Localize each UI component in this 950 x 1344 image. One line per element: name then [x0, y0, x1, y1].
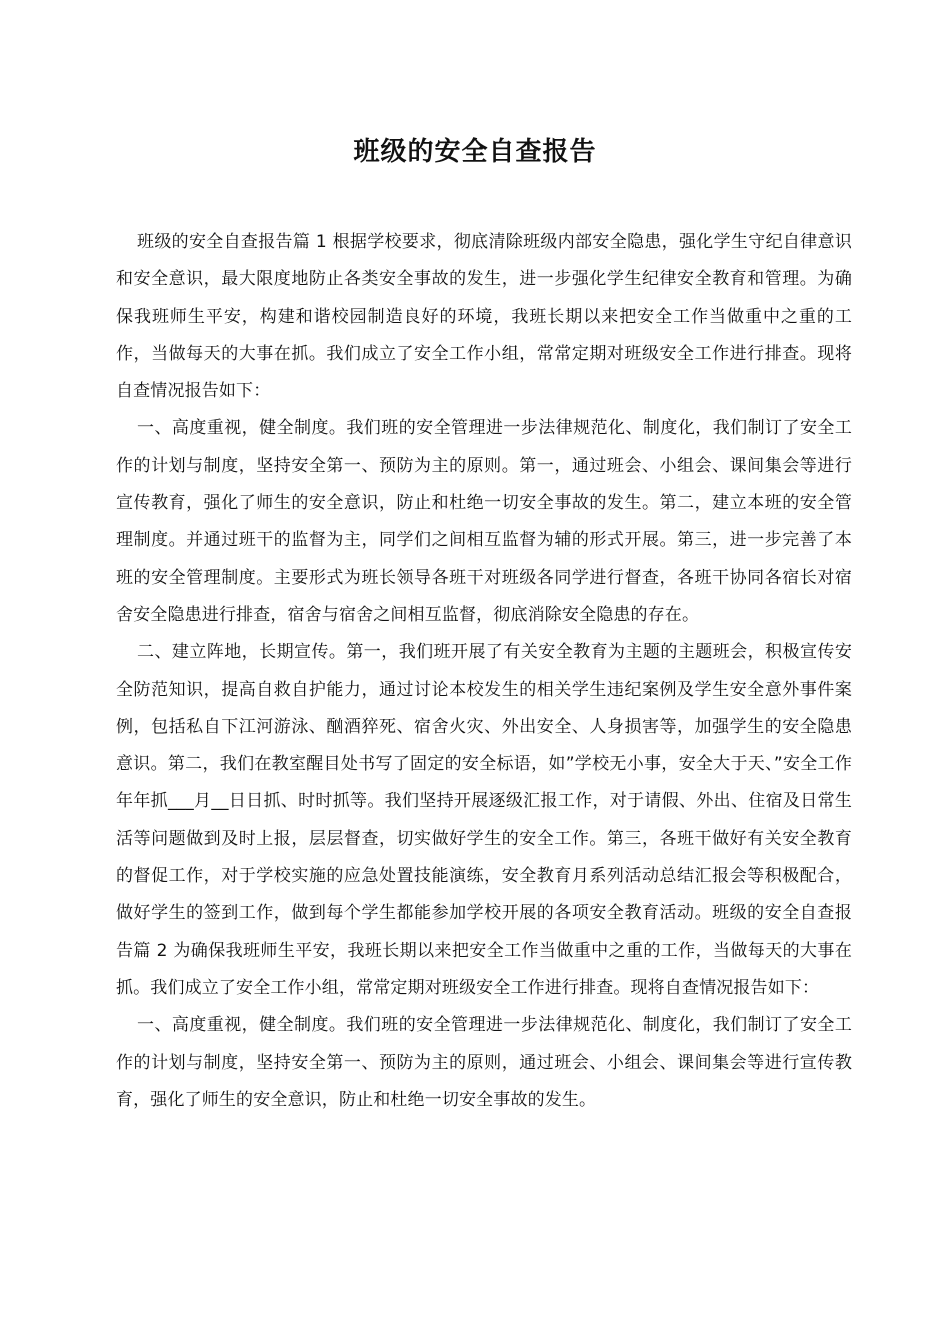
paragraph-section-1: 一、高度重视，健全制度。我们班的安全管理进一步法律规范化、制度化，我们制订了安全工作的计划与制度，坚持安全第一、预防为主的原则。第一，通过班会、小组会、课间集会等进行宣传教育，强化了师生的安全意识，防止和杜绝一切安全事故的发生。第二，建立本班的安全管理制度。并通过班干的监督为主，同学们之间相互监督为辅的形式开展。第三，进一步完善了本班的安全管理制度。主要形式为班长领导各班干对班级各同学进行督查，各班干协同各宿长对宿舍安全隐患进行排查，宿舍与宿舍之间相互监督，彻底消除安全隐患的存在。: [116, 418, 852, 625]
paragraph-section-1-repeat: 一、高度重视，健全制度。我们班的安全管理进一步法律规范化、制度化，我们制订了安全工作的计划与制度，坚持安全第一、预防为主的原则，通过班会、小组会、课间集会等进行宣传教育，强化了师生的安全意识，防止和杜绝一切安全事故的发生。: [116, 1015, 852, 1110]
paragraph-section-2: 二、建立阵地，长期宣传。第一，我们班开展了有关安全教育为主题的主题班会，积极宣传安全防范知识，提高自救自护能力，通过讨论本校发生的相关学生违纪案例及学生安全意外事件案例，包括私自下江河游泳、酗酒猝死、宿舍火灾、外出安全、人身损害等，加强学生的安全隐患意识。第二，我们在教室醒目处书写了固定的安全标语，如”学校无小事，安全大于天、”安全工作年年抓___月__日日抓、时时抓等。我们坚持开展逐级汇报工作，对于请假、外出、住宿及日常生活等问题做到及时上报，层层督查，切实做好学生的安全工作。第三，各班干做好有关安全教育的督促工作，对于学校实施的应急处置技能演练，安全教育月系列活动总结汇报会等积极配合，做好学生的签到工作，做到每个学生都能参加学校开展的各项安全教育活动。班级的安全自查报告篇 2 为确保我班师生平安，我班长期以来把安全工作当做重中之重的工作，当做每天的大事在抓。我们成立了安全工作小组，常常定期对班级安全工作进行排查。现将自查情况报告如下：: [116, 642, 852, 998]
document-body: [116, 224, 852, 1119]
document-title: 班级的安全自查报告: [353, 137, 597, 167]
paragraph-intro: 班级的安全自查报告篇 1 根据学校要求，彻底清除班级内部安全隐患，强化学生守纪自律意识和安全意识，最大限度地防止各类安全事故的发生，进一步强化学生纪律安全教育和管理。为确保我班师生平安，构建和谐校园制造良好的环境，我班长期以来把安全工作当做重中之重的工作，当做每天的大事在抓。我们成立了安全工作小组，常常定期对班级安全工作进行排查。现将自查情况报告如下：: [116, 232, 852, 402]
